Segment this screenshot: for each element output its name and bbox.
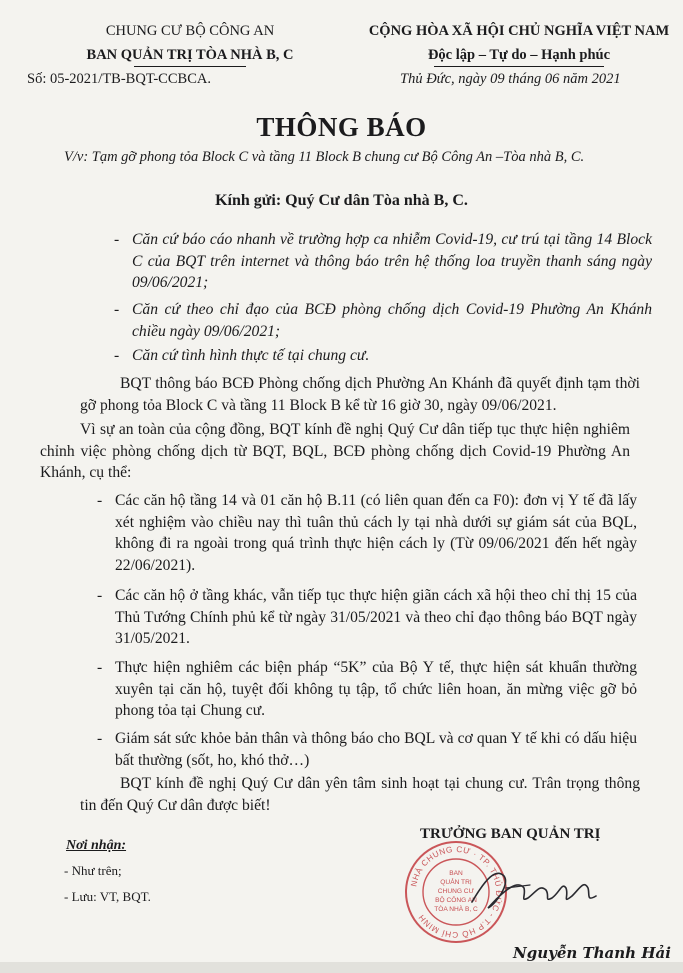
header-left-rule: [134, 66, 246, 67]
header-right: [360, 22, 678, 67]
measure-item: - Các căn hộ tầng 14 và 01 căn hộ B.11 (có liên quan đến ca F0): đơn vị Y tế đã lấy xét nghiệm vào chiều nay thì tuân thủ cách ly tại nhà dưới sự giám sát của BQL, không đi ra ngoài trong quá trình thực hiện cách ly (Từ 09/06/2021 đến hết ngày 22/06/2021).: [97, 492, 637, 574]
bullet-dash: -: [114, 301, 120, 318]
place-date: Thủ Đức, ngày 09 tháng 06 năm 2021: [400, 71, 621, 87]
stamp-line: QUẢN TRỊ: [440, 879, 472, 886]
document-number: Số: 05-2021/TB-BQT-CCBCA.: [27, 71, 211, 87]
measure-item: - Giám sát sức khỏe bản thân và thông báo cho BQL và cơ quan Y tế khi có dấu hiệu bất thường (sốt, ho, khó thở…): [97, 730, 637, 769]
ground-item: - Căn cứ tình hình thực tế tại chung cư.: [132, 345, 652, 367]
header-org: CHUNG CƯ BỘ CÔNG AN: [105, 23, 275, 39]
page-title: THÔNG BÁO: [256, 112, 427, 142]
recipients-title: Nơi nhận:: [66, 838, 127, 853]
measure-item: - Thực hiện nghiêm các biện pháp “5K” của Bộ Y tế, thực hiện sát khuẩn thường xuyên tại căn hộ, tuyệt đối không tụ tập, tổ chức liên hoan, ăn mừng việc gỡ bỏ phong tỏa tại Chung cư.: [97, 659, 637, 719]
scan-edge: [0, 962, 683, 973]
closing-paragraph: BQT kính đề nghị Quý Cư dân yên tâm sinh hoạt tại chung cư. Trân trọng thông tin đến Quý Cư dân được biết!: [80, 775, 640, 814]
subject-line: V/v: Tạm gỡ phong tỏa Block C và tầng 11 Block B chung cư Bộ Công An –Tòa nhà B, C.: [64, 149, 585, 165]
bullet-dash: -: [97, 659, 103, 676]
bullet-dash: -: [97, 587, 103, 604]
header-right-rule: [434, 66, 604, 67]
stamp-line: BAN: [449, 870, 463, 877]
header-left: [40, 22, 340, 67]
recipient-item: - Lưu: VT, BQT.: [64, 889, 151, 904]
stamp-ring-text: NHÀ CHUNG CƯ · TP. THỦ ĐỨC - T.P HỒ CHÍ MINH: [409, 844, 504, 940]
signer-position: TRƯỞNG BAN QUẢN TRỊ: [420, 826, 601, 842]
stamp-line: BỘ CÔNG AN: [435, 897, 477, 904]
measure-item: - Các căn hộ ở tầng khác, vẫn tiếp tục thực hiện giãn cách xã hội theo chỉ thị 15 của Thủ Tướng Chính phủ kể từ ngày 31/05/2021 và theo chỉ đạo thông báo BQT ngày 31/05/2021.: [97, 587, 637, 647]
stamp-line: TÒA NHÀ B, C: [434, 906, 478, 913]
bullet-dash: -: [114, 347, 120, 364]
bullet-dash: -: [97, 492, 103, 509]
salutation: Kính gửi: Quý Cư dân Tòa nhà B, C.: [215, 192, 468, 209]
handwritten-signature: [466, 858, 606, 918]
ground-item: - Căn cứ theo chỉ đạo của BCĐ phòng chống dịch Covid-19 Phường An Khánh chiều ngày 09/06/2021;: [114, 301, 652, 340]
bullet-dash: -: [114, 231, 120, 248]
stamp-line: CHUNG CƯ: [437, 888, 475, 895]
header-nation: CỘNG HÒA XÃ HỘI CHỦ NGHĨA VIỆT NAM: [368, 23, 670, 39]
recipient-item: - Như trên;: [64, 863, 122, 878]
paragraph-decision: BQT thông báo BCĐ Phòng chống dịch Phường An Khánh đã quyết định tạm thời gỡ phong tỏa Block C và tầng 11 Block B kể từ 16 giờ 30, ngày 09/06/2021.: [80, 375, 640, 414]
ground-item: - Căn cứ báo cáo nhanh về trường hợp ca nhiễm Covid-19, cư trú tại tầng 14 Block C của BQT trên internet và thông báo trên hệ thống loa truyền thanh sáng ngày 09/06/2021;: [114, 231, 652, 291]
paragraph-request: Vì sự an toàn của cộng đồng, BQT kính đề nghị Quý Cư dân tiếp tục thực hiện nghiêm chỉnh việc phòng chống dịch từ BQT, BQL, BCĐ phòng chống dịch Covid-19 Phường An Khánh, cụ thể:: [40, 421, 630, 481]
header-motto: Độc lập – Tự do – Hạnh phúc: [427, 47, 611, 63]
header-board: BAN QUẢN TRỊ TÒA NHÀ B, C: [86, 47, 294, 63]
signer-name: Nguyễn Thanh Hải: [513, 944, 671, 962]
recipients-block: [66, 838, 151, 905]
bullet-dash: -: [97, 730, 103, 747]
